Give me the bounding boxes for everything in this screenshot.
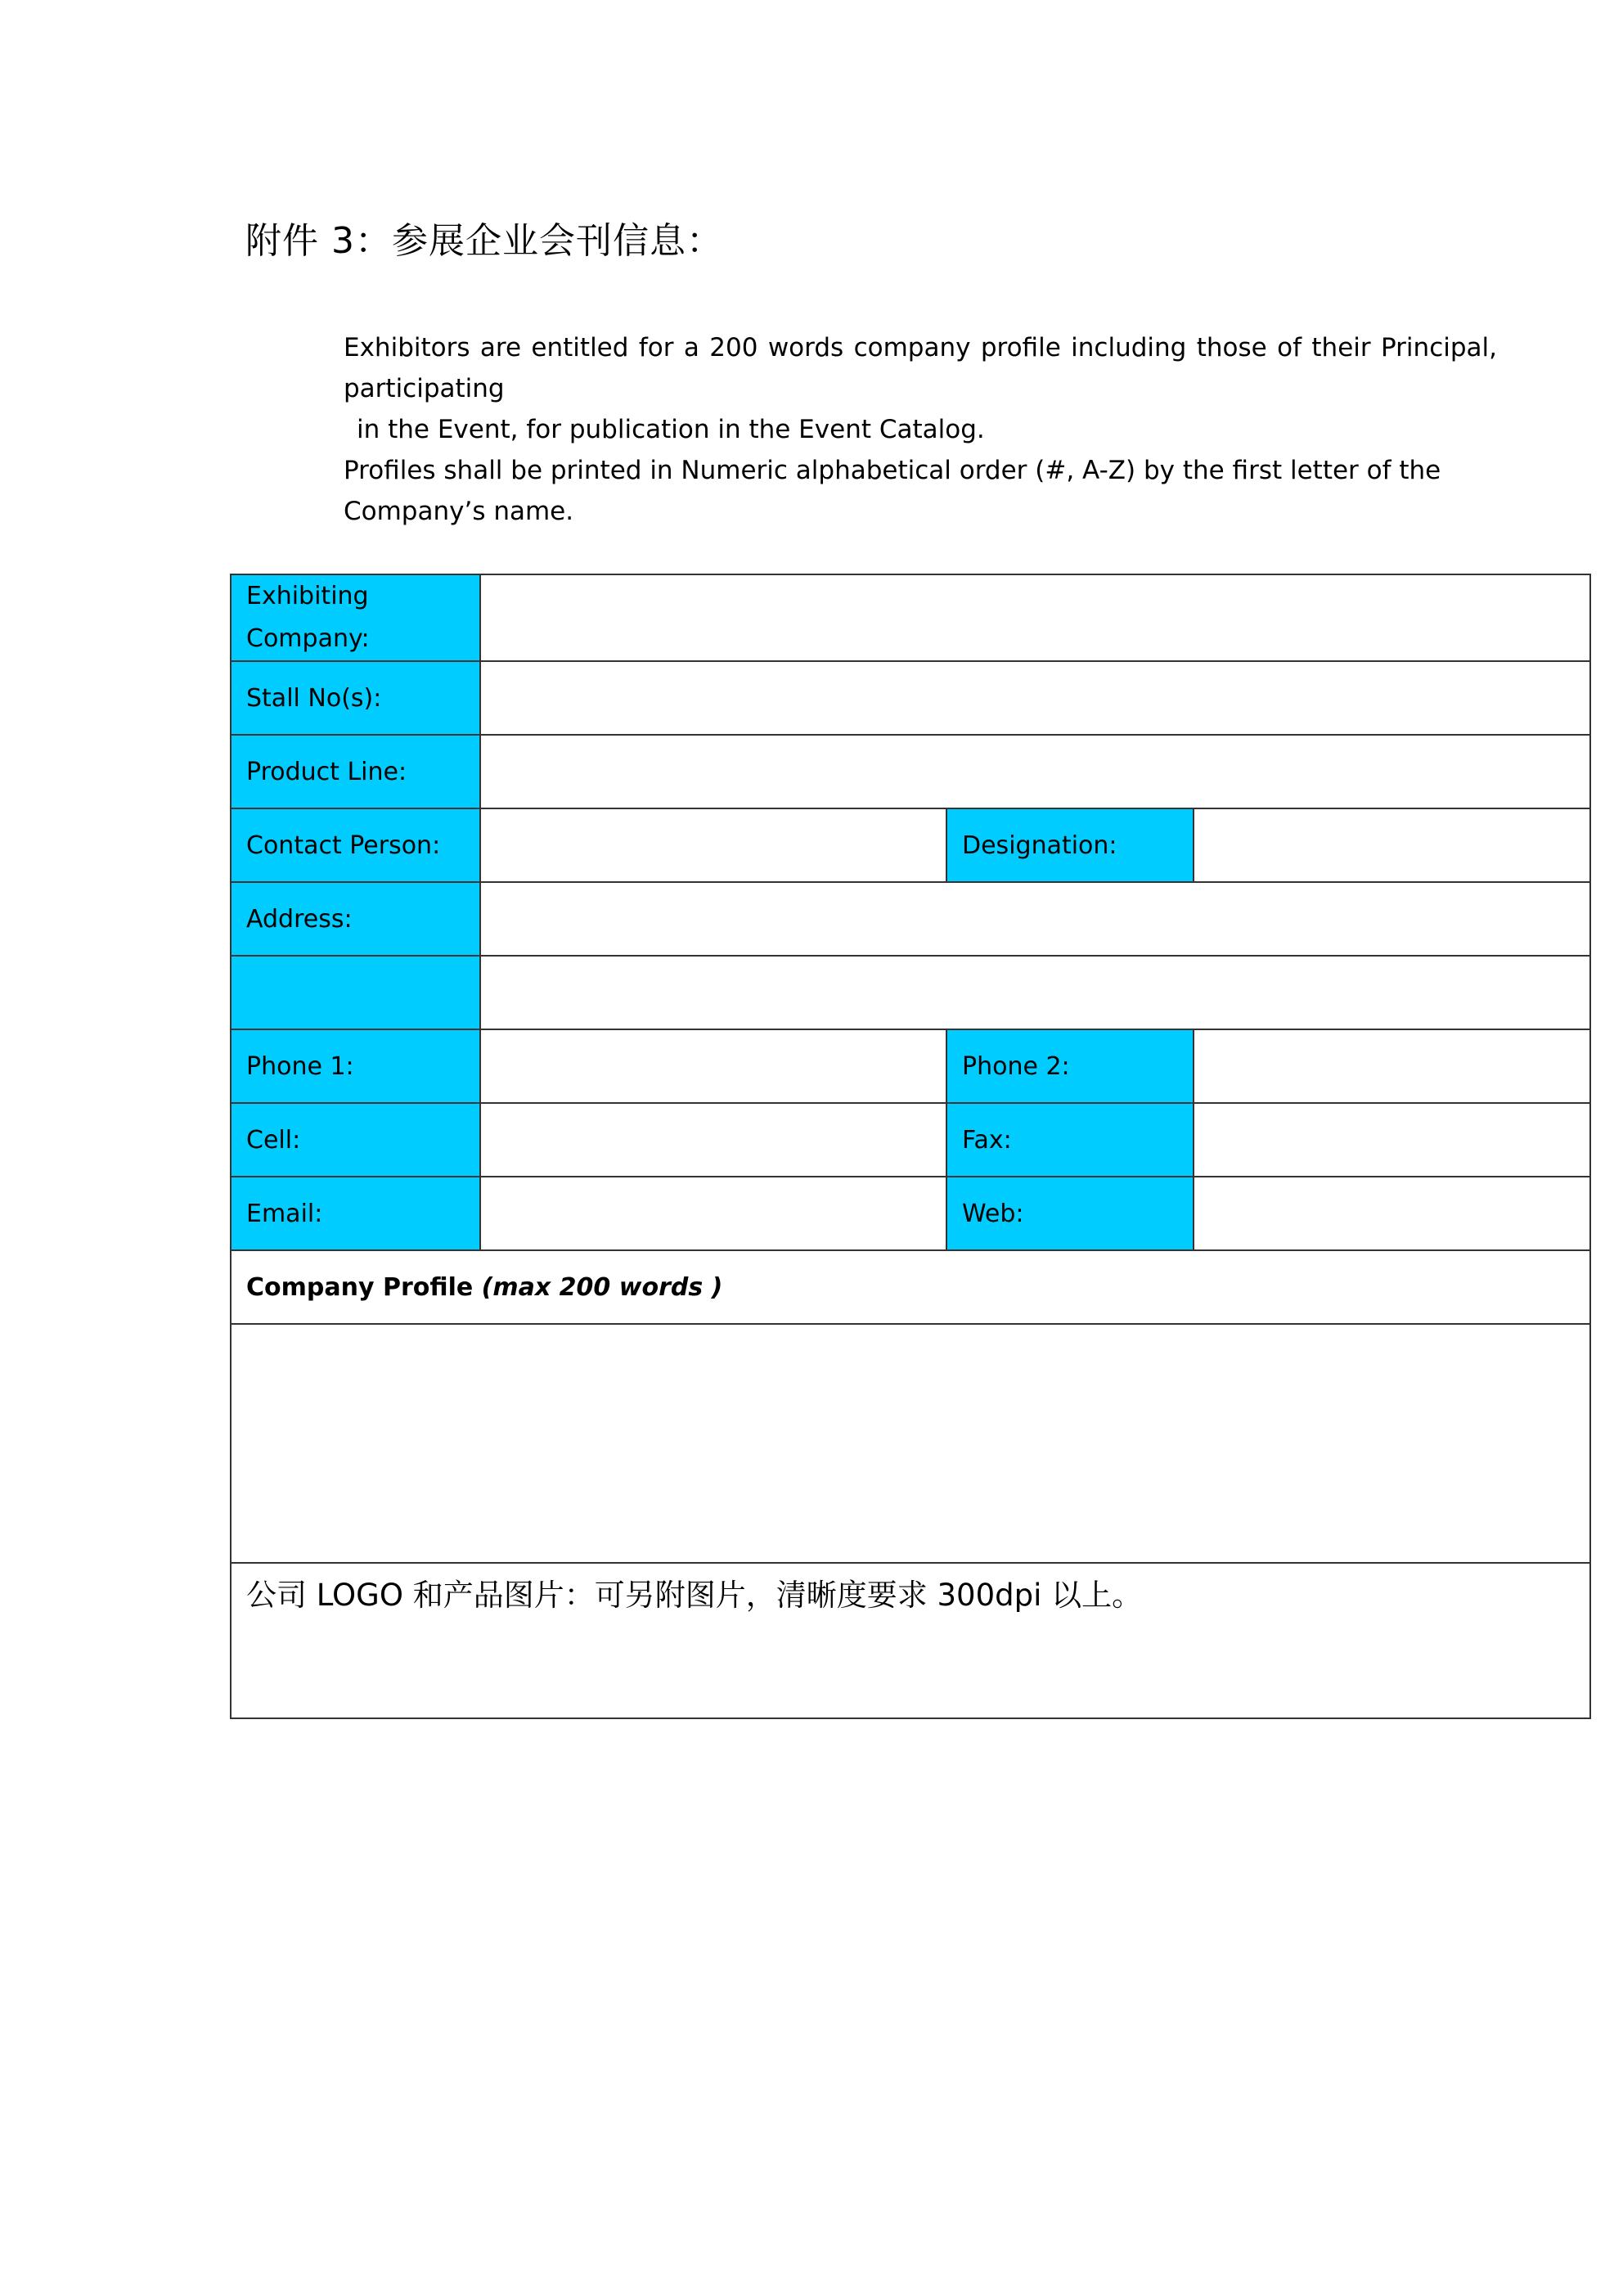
web-field[interactable] [1194,1177,1590,1250]
intro-paragraph [344,327,1497,532]
intro-line-3: in the Event, for publication in the Event Catalog. [357,415,985,444]
intro-line-5: Company’s name. [344,497,574,526]
intro-line-2: participating [344,374,505,403]
company-profile-word-limit: (max 200 words ) [481,1272,723,1302]
company-profile-heading [231,1250,1590,1324]
email-label: Email: [231,1177,480,1250]
designation-label: Designation: [946,808,1194,882]
form-row-contact [231,808,1590,882]
company-profile-title: Company Profile [246,1272,482,1302]
form-row-stall [231,661,1590,735]
logo-section[interactable] [231,1563,1590,1718]
address-line-2-label [231,956,480,1029]
form-row-profile-body [231,1324,1590,1563]
contact-person-field[interactable] [480,808,946,882]
form-row-phones [231,1029,1590,1103]
phone-2-label: Phone 2: [946,1029,1194,1103]
address-label: Address: [231,882,480,956]
fax-label: Fax: [946,1103,1194,1177]
cell-field[interactable] [480,1103,946,1177]
exhibitor-info-form [230,574,1591,1719]
intro-line-4: Profiles shall be printed in Numeric alphabetical order (#, A-Z) by the first letter of the [344,456,1441,485]
cell-label: Cell: [231,1103,480,1177]
form-row-cell-fax [231,1103,1590,1177]
stall-field[interactable] [480,661,1590,735]
web-label: Web: [946,1177,1194,1250]
contact-person-label: Contact Person: [231,808,480,882]
form-row-address-2 [231,956,1590,1029]
address-line-2-field[interactable] [480,956,1590,1029]
logo-note: 公司 LOGO 和产品图片：可另附图片，清晰度要求 300dpi 以上。 [246,1578,1143,1613]
company-profile-field[interactable] [231,1324,1590,1563]
fax-field[interactable] [1194,1103,1590,1177]
phone-2-field[interactable] [1194,1029,1590,1103]
form-row-address [231,882,1590,956]
email-field[interactable] [480,1177,946,1250]
phone-1-field[interactable] [480,1029,946,1103]
page-title: 附件 3：参展企业会刊信息： [245,220,723,262]
intro-line-1: Exhibitors are entitled for a 200 words company profile including those of their Principal, [344,333,1497,362]
exhibiting-company-label: Exhibiting Company: [231,574,480,661]
address-field[interactable] [480,882,1590,956]
designation-field[interactable] [1194,808,1590,882]
form-row-email-web [231,1177,1590,1250]
exhibiting-company-field[interactable] [480,574,1590,661]
phone-1-label: Phone 1: [231,1029,480,1103]
form-row-logo [231,1563,1590,1718]
product-line-field[interactable] [480,735,1590,808]
form-row-profile-heading [231,1250,1590,1324]
form-row-exhibiting-company [231,574,1590,661]
form-row-product-line [231,735,1590,808]
product-line-label: Product Line: [231,735,480,808]
stall-label: Stall No(s): [231,661,480,735]
